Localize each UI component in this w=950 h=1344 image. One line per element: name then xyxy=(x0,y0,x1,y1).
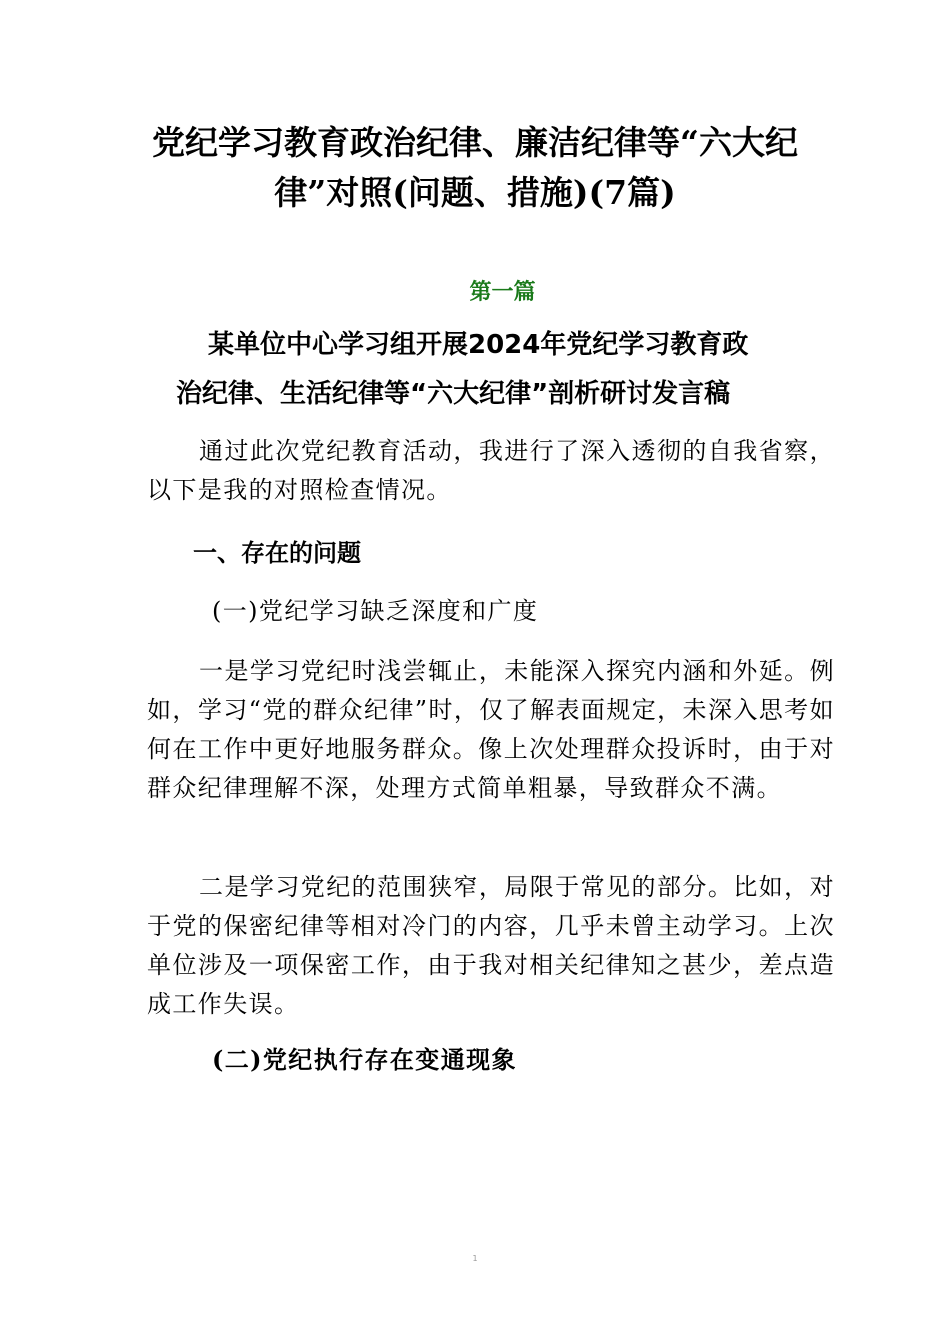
paragraph-second-point: 二是学习党纪的范围狭窄，局限于常见的部分。比如，对于党的保密纪律等相对冷门的内容，几乎未曾主动学习。上次单位涉及一项保密工作，由于我对相关纪律知之甚少，差点造成工作失误。 xyxy=(147,873,835,1018)
intro-paragraph: 通过此次党纪教育活动，我进行了深入透彻的自我省察，以下是我的对照检查情况。 xyxy=(147,437,835,504)
document-title: 党纪学习教育政治纪律、廉洁纪律等“六大纪律”对照(问题、措施)(7篇) xyxy=(152,123,798,212)
speech-title-line-1: 某单位中心学习组开展2024年党纪学习教育政 xyxy=(208,330,749,360)
chapter-label: 第一篇 xyxy=(469,280,536,305)
section-heading-problems: 一、存在的问题 xyxy=(193,539,361,567)
speech-title-line-2: 治纪律、生活纪律等“六大纪律”剖析研讨发言稿 xyxy=(176,379,731,409)
page-number: 1 xyxy=(472,1254,478,1263)
subheading-study-depth: (一)党纪学习缺乏深度和广度 xyxy=(212,597,539,625)
paragraph-first-point: 一是学习党纪时浅尝辄止，未能深入探究内涵和外延。例如，学习“党的群众纪律”时，仅了解表面规定，未深入思考如何在工作中更好地服务群众。像上次处理群众投诉时，由于对群众纪律理解不深，处理方式简单粗暴，导致群众不满。 xyxy=(147,657,835,802)
subheading-execution-flexibility: (二)党纪执行存在变通现象 xyxy=(212,1045,517,1074)
